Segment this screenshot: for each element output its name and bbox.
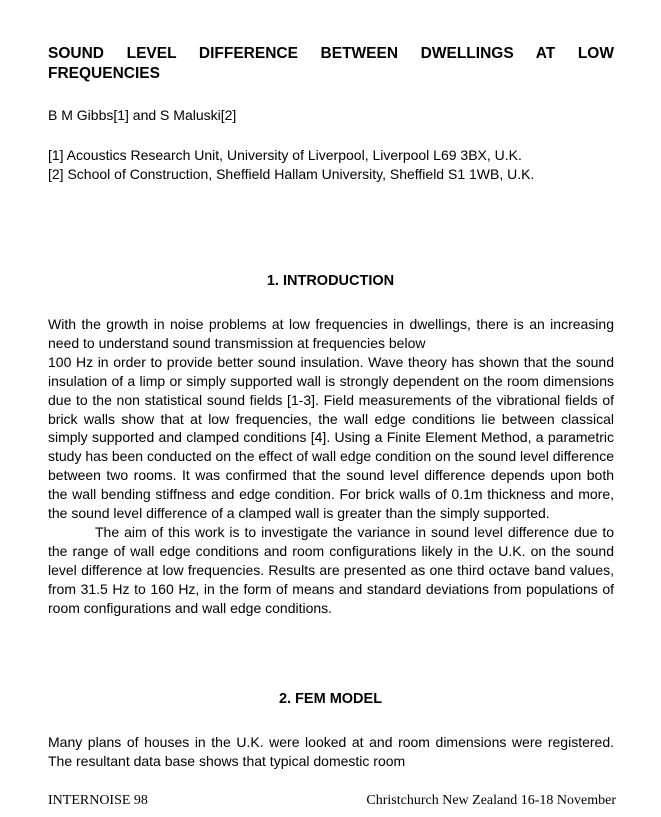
author-list: B M Gibbs[1] and S Maluski[2] <box>48 107 237 123</box>
paragraph: 100 Hz in order to provide better sound insulation. Wave theory has shown that the sound insulation of a limp or simply supported wall is strongly dependent on the room dimensions due to the non statistical sound fields [1-3]. Field measurements of the vibrational fields of brick walls show that at low frequencies, the wall edge conditions lie between classical simply supported and clamped conditions [4]. Using a Finite Element Method, a parametric study has been conducted on the effect of wall edge condition on the sound level difference between two rooms. It was confirmed that the sound level difference depends upon both the wall bending stiffness and edge condition. For brick walls of 0.1m thickness and more, the sound level difference of a clamped wall is greater than the simply supported. <box>48 353 614 522</box>
paper-title: SOUND LEVEL DIFFERENCE BETWEEN DWELLINGS AT LOW FREQUENCIES <box>48 45 614 82</box>
paragraph: Many plans of houses in the U.K. were looked at and room dimensions were registered. The resultant data base shows that typical domestic room <box>48 734 614 769</box>
footer-location-date: Christchurch New Zealand 16-18 November <box>366 793 616 808</box>
affiliation-1: [1] Acoustics Research Unit, University of Liverpool, Liverpool L69 3BX, U.K. <box>48 147 522 163</box>
footer-conference: INTERNOISE 98 <box>48 793 148 808</box>
section-heading-fem-model: 2. FEM MODEL <box>278 691 383 707</box>
section-heading-introduction: 1. INTRODUCTION <box>266 273 395 289</box>
affiliations <box>48 146 534 184</box>
affiliation-2: [2] School of Construction, Sheffield Hallam University, Sheffield S1 1WB, U.K. <box>48 166 535 182</box>
introduction-body <box>48 315 614 618</box>
fem-model-body <box>48 733 614 771</box>
paragraph: With the growth in noise problems at low frequencies in dwellings, there is an increasing need to understand sound transmission at frequencies below <box>48 316 614 351</box>
paragraph: The aim of this work is to investigate the variance in sound level difference due to the range of wall edge conditions and room configurations likely in the U.K. on the sound level difference at low frequencies. Results are presented as one third octave band values, from 31.5 Hz to 160 Hz, in the form of means and standard deviations from populations of room configurations and wall edge conditions. <box>48 523 614 616</box>
